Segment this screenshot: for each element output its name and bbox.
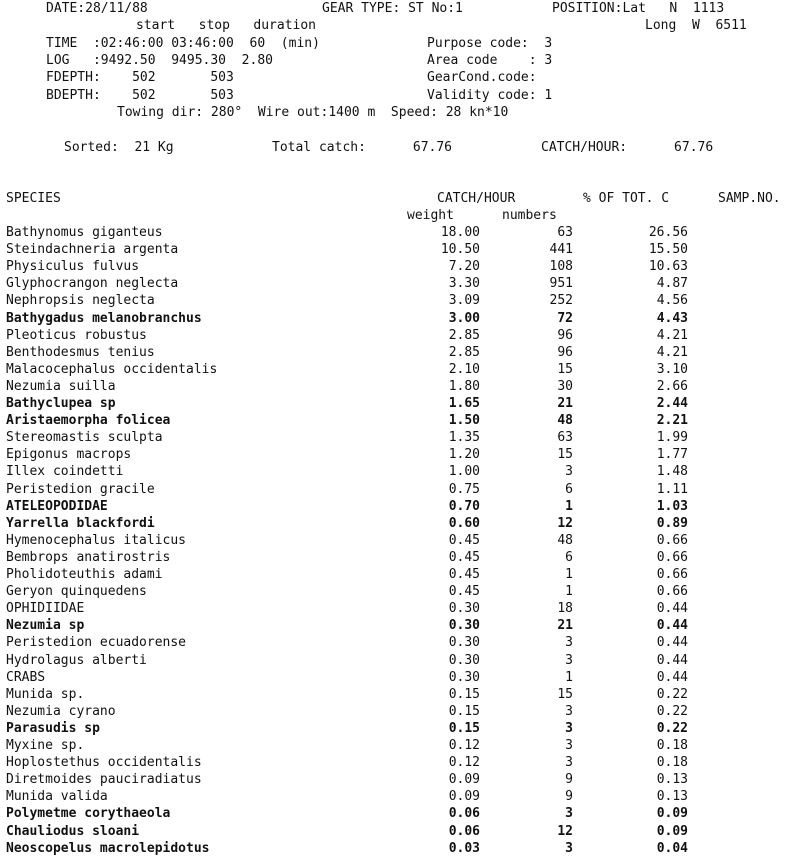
catch-numbers: 1 [565,498,573,514]
catch-numbers: 21 [557,618,573,634]
percent-of-total: 0.22 [656,720,688,736]
header-catch-hour: CATCH/HOUR [437,191,516,206]
catch-weight: 1.20 [448,447,480,463]
time-field: TIME :02:46:00 03:46:00 60 (min) [46,36,320,51]
percent-of-total: 10.63 [648,259,688,275]
percent-of-total: 1.77 [656,447,688,463]
header-pct-total: % OF TOT. C [583,191,670,206]
catch-numbers: 1 [565,584,573,600]
table-row [0,686,800,703]
table-row [0,327,800,344]
catch-numbers: 3 [565,840,573,856]
percent-of-total: 1.99 [656,430,688,446]
species-name: Glyphocrangon neglecta [6,276,179,292]
table-row [0,395,800,412]
catch-numbers: 951 [549,276,573,292]
catch-weight: 0.03 [448,840,480,856]
catch-numbers: 9 [565,789,573,805]
percent-of-total: 0.66 [656,549,688,565]
percent-of-total: 1.11 [656,481,688,497]
percent-of-total: 0.22 [656,686,688,702]
species-name: Nezumia suilla [6,378,116,394]
catch-weight: 0.06 [448,806,480,822]
catch-numbers: 63 [557,430,573,446]
log-field: LOG :9492.50 9495.30 2.80 [46,53,273,68]
table-row [0,429,800,446]
species-name: Chauliodus sloani [6,823,140,839]
bdepth-field: BDEPTH: 502 503 [46,88,234,103]
catch-weight: 0.15 [448,686,480,702]
catch-numbers: 63 [557,225,573,240]
percent-of-total: 0.44 [656,652,688,668]
species-name: Munida valida [6,789,108,805]
species-name: Peristedion gracile [6,481,155,497]
catch-numbers: 252 [549,293,573,309]
catch-per-hour: CATCH/HOUR: 67.76 [541,140,714,155]
catch-numbers: 48 [557,532,573,548]
catch-numbers: 96 [557,344,573,360]
percent-of-total: 0.66 [656,567,688,582]
percent-of-total: 4.21 [656,344,688,360]
species-name: Aristaemorpha folicea [6,413,171,429]
catch-numbers: 1 [565,567,573,582]
species-name: Hoplostethus occidentalis [6,755,202,771]
table-row [0,549,800,566]
towing-line: Towing dir: 280° Wire out:1400 m Speed: 28 kn*10 [117,105,509,120]
catch-numbers: 108 [549,259,573,275]
species-name: Diretmoides pauciradiatus [6,772,202,788]
catch-weight: 0.12 [448,738,480,753]
table-row [0,805,800,822]
table-row [0,241,800,258]
percent-of-total: 2.21 [656,413,688,429]
table-row [0,361,800,378]
table-row [0,224,800,241]
table-row [0,378,800,395]
gear-type-field: GEAR TYPE: ST No:1 [322,1,463,16]
catch-numbers: 12 [557,823,573,839]
position-long-field: Long W 6511 [645,18,747,33]
species-name: CRABS [6,669,46,685]
percent-of-total: 15.50 [648,242,688,258]
catch-weight: 7.20 [448,259,480,275]
species-name: Hydrolagus alberti [6,652,147,668]
table-row [0,344,800,361]
table-row [0,634,800,651]
species-name: Benthodesmus tenius [6,344,155,360]
species-name: Physiculus fulvus [6,259,140,275]
validity-code-field: Validity code: 1 [427,88,553,103]
header-weight: weight [407,208,454,223]
position-lat-field: POSITION:Lat N 1113 [552,1,725,16]
catch-numbers: 12 [557,515,573,531]
catch-weight: 10.50 [440,242,480,258]
sorted-weight: Sorted: 21 Kg [64,140,174,155]
table-row [0,840,800,857]
catch-numbers: 96 [557,327,573,343]
species-name: Yarrella blackfordi [6,515,155,531]
percent-of-total: 0.44 [656,601,688,617]
percent-of-total: 2.44 [656,396,688,411]
table-row [0,788,800,805]
species-name: Steindachneria argenta [6,242,179,258]
catch-weight: 1.00 [448,464,480,480]
table-row [0,669,800,686]
table-row [0,600,800,617]
catch-weight: 0.30 [448,601,480,617]
catch-numbers: 72 [557,310,573,326]
species-name: Bathygadus melanobranchus [6,310,202,326]
catch-weight: 0.30 [448,652,480,668]
table-row [0,771,800,788]
table-row [0,720,800,737]
total-catch: Total catch: 67.76 [272,140,453,155]
percent-of-total: 3.10 [656,361,688,377]
catch-weight: 18.00 [440,225,480,240]
catch-weight: 1.80 [448,378,480,394]
catch-weight: 0.45 [448,532,480,548]
table-row [0,463,800,480]
catch-weight: 1.65 [448,396,480,411]
catch-numbers: 48 [557,413,573,429]
species-name: Illex coindetti [6,464,124,480]
catch-numbers: 3 [565,755,573,771]
catch-numbers: 15 [557,447,573,463]
table-row [0,275,800,292]
gearcond-field: GearCond.code: [427,70,537,85]
catch-weight: 3.30 [448,276,480,292]
catch-weight: 1.35 [448,430,480,446]
table-row [0,754,800,771]
catch-numbers: 3 [565,806,573,822]
catch-weight: 2.85 [448,327,480,343]
catch-weight: 0.45 [448,549,480,565]
catch-weight: 0.30 [448,669,480,685]
catch-weight: 0.12 [448,755,480,771]
species-name: Parasudis sp [6,720,100,736]
species-name: Pleoticus robustus [6,327,147,343]
species-name: Malacocephalus occidentalis [6,361,218,377]
catch-numbers: 3 [565,738,573,753]
percent-of-total: 4.56 [656,293,688,309]
percent-of-total: 0.18 [656,738,688,753]
catch-weight: 0.60 [448,515,480,531]
percent-of-total: 4.43 [656,310,688,326]
catch-numbers: 30 [557,378,573,394]
catch-numbers: 3 [565,703,573,719]
catch-weight: 0.30 [448,618,480,634]
species-name: Geryon quinquedens [6,584,147,600]
species-name: Neoscopelus macrolepidotus [6,840,210,856]
species-name: Bembrops anatirostris [6,549,171,565]
species-name: Epigonus macrops [6,447,132,463]
purpose-code-field: Purpose code: 3 [427,36,553,51]
catch-weight: 0.70 [448,498,480,514]
table-row [0,703,800,720]
catch-weight: 3.09 [448,293,480,309]
species-name: Nephropsis neglecta [6,293,155,309]
percent-of-total: 0.09 [656,823,688,839]
species-name: Munida sp. [6,686,85,702]
table-row [0,498,800,515]
percent-of-total: 0.66 [656,584,688,600]
table-row [0,412,800,429]
catch-weight: 0.45 [448,567,480,582]
column-heads: start stop duration [136,18,317,33]
catch-weight: 1.50 [448,413,480,429]
species-name: Myxine sp. [6,738,85,753]
table-row [0,481,800,498]
catch-weight: 0.15 [448,703,480,719]
catch-numbers: 6 [565,549,573,565]
catch-numbers: 18 [557,601,573,617]
catch-weight: 2.10 [448,361,480,377]
catch-weight: 2.85 [448,344,480,360]
percent-of-total: 1.48 [656,464,688,480]
fdepth-field: FDEPTH: 502 503 [46,70,234,85]
percent-of-total: 0.44 [656,635,688,651]
catch-numbers: 15 [557,686,573,702]
percent-of-total: 0.18 [656,755,688,771]
table-row [0,292,800,309]
table-row [0,566,800,583]
percent-of-total: 0.44 [656,618,688,634]
catch-numbers: 3 [565,464,573,480]
table-row [0,737,800,754]
percent-of-total: 4.87 [656,276,688,292]
catch-numbers: 6 [565,481,573,497]
catch-numbers: 15 [557,361,573,377]
species-name: Nezumia cyrano [6,703,116,719]
catch-numbers: 21 [557,396,573,411]
catch-weight: 0.30 [448,635,480,651]
percent-of-total: 0.66 [656,532,688,548]
percent-of-total: 0.04 [656,840,688,856]
area-code-field: Area code : 3 [427,53,553,68]
catch-numbers: 441 [549,242,573,258]
catch-weight: 0.09 [448,789,480,805]
catch-weight: 0.09 [448,772,480,788]
percent-of-total: 26.56 [648,225,688,240]
percent-of-total: 0.44 [656,669,688,685]
catch-weight: 0.06 [448,823,480,839]
header-numbers: numbers [502,208,557,223]
species-name: Peristedion ecuadorense [6,635,187,651]
catch-weight: 0.15 [448,720,480,736]
header-samp-no: SAMP.NO. [718,191,781,206]
table-row [0,617,800,634]
percent-of-total: 4.21 [656,327,688,343]
table-row [0,515,800,532]
table-row [0,823,800,840]
species-name: Hymenocephalus italicus [6,532,187,548]
percent-of-total: 0.09 [656,806,688,822]
percent-of-total: 0.13 [656,772,688,788]
date-field: DATE:28/11/88 [46,1,148,16]
catch-numbers: 3 [565,635,573,651]
species-name: Bathyclupea sp [6,396,116,411]
species-name: Stereomastis sculpta [6,430,163,446]
catch-numbers: 3 [565,720,573,736]
species-name: OPHIDIIDAE [6,601,85,617]
table-row [0,258,800,275]
species-name: Nezumia sp [6,618,85,634]
catch-weight: 0.45 [448,584,480,600]
catch-weight: 0.75 [448,481,480,497]
species-name: Polymetme corythaeola [6,806,171,822]
percent-of-total: 2.66 [656,378,688,394]
species-name: Pholidoteuthis adami [6,567,163,582]
catch-numbers: 3 [565,652,573,668]
catch-numbers: 1 [565,669,573,685]
species-name: Bathynomus giganteus [6,225,163,240]
table-row [0,446,800,463]
percent-of-total: 0.13 [656,789,688,805]
species-name: ATELEOPODIDAE [6,498,108,514]
percent-of-total: 0.89 [656,515,688,531]
percent-of-total: 1.03 [656,498,688,514]
table-row [0,583,800,600]
catch-weight: 3.00 [448,310,480,326]
table-row [0,532,800,549]
table-row [0,310,800,327]
percent-of-total: 0.22 [656,703,688,719]
table-row [0,652,800,669]
catch-numbers: 9 [565,772,573,788]
header-species: SPECIES [6,191,61,206]
